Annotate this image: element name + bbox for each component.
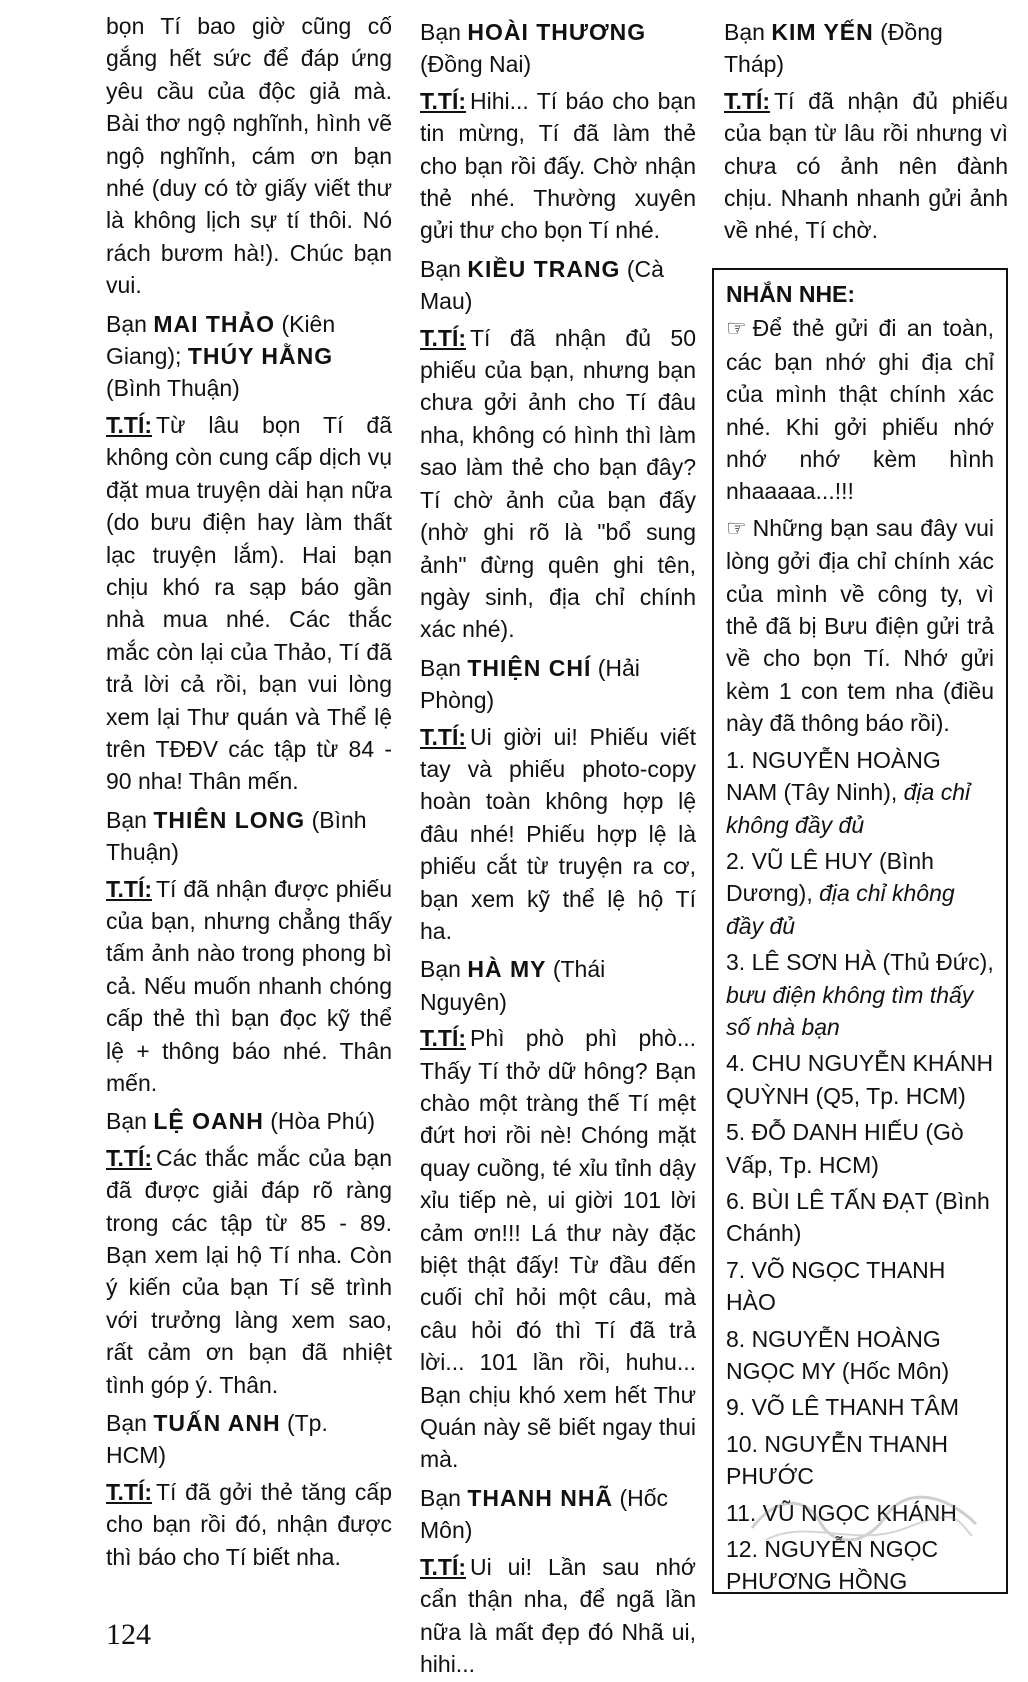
letter-heading xyxy=(106,1105,392,1137)
list-item-text: 5. ĐỖ DANH HIẾU (Gò Vấp, Tp. HCM) xyxy=(726,1119,964,1178)
reader-place: (Kiên Giang); xyxy=(106,310,336,370)
notice-note-1 xyxy=(726,312,994,507)
letter-heading xyxy=(420,652,696,717)
intro-paragraph: bọn Tí bao giờ cũng cố gắng hết sức để đáp ứng yêu cầu của độc giả mà. Bài thơ ngộ nghĩnh, hình vẽ ngộ nghĩnh, cám ơn bạn nhé (duy có tờ giấy viết thư là không lịch sự tí thôi. Nó rách bươm hà!). Chúc bạn vui. xyxy=(106,13,392,299)
letter-prefix: Bạn xyxy=(420,255,461,282)
reply-paragraph xyxy=(420,85,696,247)
reader-name: LỆ OANH xyxy=(153,1108,264,1135)
letter-thien-chi xyxy=(420,652,696,948)
reply-tag: T.TÍ: xyxy=(420,1553,466,1580)
list-item xyxy=(726,744,994,841)
letter-kieu-trang xyxy=(420,253,696,646)
list-item-text: 9. VÕ LÊ THANH TÂM xyxy=(726,1394,960,1421)
reply-paragraph xyxy=(420,1022,696,1476)
reader-name-2: THÚY HẰNG xyxy=(187,343,334,370)
reader-name: KIM YẾN xyxy=(771,19,874,45)
reply-paragraph xyxy=(724,85,1008,247)
reader-place: (Hốc Môn) xyxy=(420,1484,668,1544)
list-item xyxy=(726,1391,994,1423)
list-item xyxy=(726,845,994,942)
letter-thanh-nha xyxy=(420,1482,696,1680)
reply-tag: T.TÍ: xyxy=(420,87,466,114)
letter-heading xyxy=(106,1407,392,1472)
letter-prefix: Bạn xyxy=(420,1484,461,1511)
reply-text: Tí đã nhận đủ 50 phiếu của bạn, nhưng bạn chưa gởi ảnh cho Tí đâu nha, không có hình thì làm sao làm thẻ cho bạn đây? Tí chờ ảnh của bạn đấy (nhờ ghi rõ là "bổ sung ảnh" đừng quên ghi tên, ngày sinh, địa chỉ chính xác nhé). xyxy=(420,324,696,643)
letter-mai-thao xyxy=(106,308,392,798)
reply-text: Ui giời ui! Phiếu viết tay và phiếu photo-copy hoàn toàn không hợp lệ đâu nhé! Phiếu hợp lệ là phiếu cắt từ truyện ra cơ, bạn xem kỹ thể lệ hộ Tí ha. xyxy=(420,723,696,944)
reply-text: Các thắc mắc của bạn đã được giải đáp rõ ràng trong các tập từ 85 - 89. Bạn xem lại hộ Tí nha. Còn ý kiến của bạn Tí sẽ trình với trưởng làng xem sao, rất cảm ơn bạn đã nhiệt tình góp ý. Thân. xyxy=(106,1144,392,1398)
letter-le-oanh xyxy=(106,1105,392,1401)
list-item-text: 8. NGUYỄN HOÀNG NGỌC MY (Hốc Môn) xyxy=(726,1325,950,1384)
reader-place: (Hải Phòng) xyxy=(420,654,640,714)
reply-tag: T.TÍ: xyxy=(420,723,466,750)
list-item-text: 1. NGUYỄN HOÀNG NAM (Tây Ninh), xyxy=(726,746,941,806)
list-item-text: 10. NGUYỄN THANH PHƯỚC xyxy=(726,1430,948,1490)
letter-heading xyxy=(106,308,392,405)
list-item xyxy=(726,946,994,1043)
notice-note-2 xyxy=(726,512,994,740)
letter-tuan-anh xyxy=(106,1407,392,1573)
reader-place: (Tp. HCM) xyxy=(106,1410,328,1469)
letter-prefix: Bạn xyxy=(106,1108,147,1135)
list-item xyxy=(726,1185,994,1250)
list-item xyxy=(726,1323,994,1388)
reader-place: (Bình Thuận) xyxy=(106,806,367,866)
letter-prefix: Bạn xyxy=(106,1410,147,1437)
reader-place: (Hòa Phú) xyxy=(270,1108,376,1135)
letter-prefix: Bạn xyxy=(106,310,147,337)
returned-card-list xyxy=(726,744,994,1598)
letter-heading xyxy=(420,1482,696,1547)
reader-place: (Thái Nguyên) xyxy=(420,956,606,1015)
reader-name: THIỆN CHÍ xyxy=(467,654,592,681)
list-item-text: 7. VÕ NGỌC THANH HÀO xyxy=(726,1256,946,1316)
letter-heading xyxy=(420,16,696,81)
reader-name: KIỀU TRANG xyxy=(467,255,621,282)
letter-prefix: Bạn xyxy=(420,19,461,45)
reply-paragraph xyxy=(106,1476,392,1573)
reply-text: Tí đã nhận đủ phiếu của bạn từ lâu rồi nhưng vì chưa có ảnh nên đành chịu. Nhanh nhanh gửi ảnh về nhé, Tí chờ. xyxy=(724,87,1008,244)
letter-heading xyxy=(724,16,1008,81)
notice-note-text: Để thẻ gửi đi an toàn, các bạn nhớ ghi địa chỉ của mình thật chính xác nhé. Khi gởi phiếu nhớ nhớ nhớ kèm hình nhaaaaa...!!! xyxy=(726,315,994,505)
list-item-text: 3. LÊ SƠN HÀ (Thủ Đức), xyxy=(726,949,994,976)
pointing-hand-icon: ☞ xyxy=(726,515,747,542)
reply-text: Từ lâu bọn Tí đã không còn cung cấp dịch vụ đặt mua truyện dài hạn nữa (do bưu điện hay làm thất lạc truyện lắm). Hai bạn chịu khó ra sạp báo gần nhà mua nhé. Các thắc mắc còn lại của Thảo, Tí đã trả lời cả rồi, bạn vui lòng xem lại Thư quán và Thể lệ trên TĐĐV các tập từ 84 - 90 nha! Thân mến. xyxy=(106,411,392,795)
letter-thien-long xyxy=(106,804,392,1100)
reply-paragraph xyxy=(106,409,392,798)
reader-name: HOÀI THƯƠNG xyxy=(467,19,647,45)
reply-tag: T.TÍ: xyxy=(106,1478,152,1505)
page-number: 124 xyxy=(106,1618,151,1651)
list-item-note: bưu điện không tìm thấy số nhà bạn xyxy=(726,981,974,1040)
notice-note-text: Những bạn sau đây vui lòng gởi địa chỉ chính xác của mình về công ty, vì thẻ đã bị Bưu điện gửi trả về cho bọn Tí. Nhớ gửi kèm 1 con tem nha (điều này đã thông báo rồi). xyxy=(726,514,994,737)
reader-name: THIÊN LONG xyxy=(153,806,306,833)
list-item xyxy=(726,1428,994,1493)
reader-place: (Đồng Tháp) xyxy=(724,19,943,78)
list-item xyxy=(726,1116,994,1181)
list-item xyxy=(726,1047,994,1112)
reply-tag: T.TÍ: xyxy=(420,1025,466,1052)
reader-place: (Cà Mau) xyxy=(420,255,664,315)
reader-place-2: (Bình Thuận) xyxy=(106,375,240,402)
list-item-note: địa chỉ không đầy đủ xyxy=(726,779,971,838)
letter-prefix: Bạn xyxy=(724,19,765,45)
letter-prefix: Bạn xyxy=(420,654,461,681)
letter-kim-yen xyxy=(724,16,1008,247)
column-2 xyxy=(420,10,696,1682)
reply-text: Hihi... Tí báo cho bạn tin mừng, Tí đã làm thẻ cho bạn rồi đấy. Chờ nhận thẻ nhé. Thường xuyên gửi thư cho bọn Tí nhé. xyxy=(420,87,696,244)
list-item-text: 11. VŨ NGỌC KHÁNH xyxy=(726,1499,957,1526)
letter-prefix: Bạn xyxy=(106,806,147,833)
reply-paragraph xyxy=(420,721,696,948)
list-item-note: địa chỉ không đầy đủ xyxy=(726,880,955,939)
reply-paragraph xyxy=(420,322,696,646)
list-item xyxy=(726,1254,994,1319)
notice-box xyxy=(712,268,1008,1594)
letter-hoai-thuong xyxy=(420,16,696,247)
letter-ha-my xyxy=(420,953,696,1476)
reply-text: Tí đã nhận được phiếu của bạn, nhưng chẳng thấy tấm ảnh nào trong phong bì cả. Nếu muốn nhanh chóng cấp thẻ thì bạn đọc kỹ thể lệ + thông báo nhé. Thân mến. xyxy=(106,875,392,1096)
letter-prefix: Bạn xyxy=(420,956,461,983)
reply-text: Ui ui! Lần sau nhớ cẩn thận nha, để ngã lần nữa là mất đẹp đó Nhã ui, hihi... xyxy=(420,1553,696,1677)
list-item-text: 2. VŨ LÊ HUY (Bình Dương), xyxy=(726,847,934,907)
pointing-hand-icon: ☞ xyxy=(726,316,747,343)
reply-paragraph xyxy=(106,1142,392,1401)
reply-tag: T.TÍ: xyxy=(106,875,152,902)
list-item-text: 4. CHU NGUYỄN KHÁNH QUỲNH (Q5, Tp. HCM) xyxy=(726,1050,994,1109)
reader-place: (Đồng Nai) xyxy=(420,51,532,78)
letter-heading xyxy=(106,804,392,869)
letter-heading xyxy=(420,953,696,1018)
reply-tag: T.TÍ: xyxy=(106,411,152,438)
column-1 xyxy=(106,10,392,1575)
reader-name: THANH NHÃ xyxy=(467,1484,614,1511)
reply-text: Phì phò phì phò... Thấy Tí thở dữ hông? Bạn chào một tràng thế Tí mệt đứt hơi rồi nè! Chóng mặt quay cuồng, té xỉu tỉnh dậy xỉu tiếp nè, ui giời 101 lời cảm ơn!!! Lá thư này đặc biệt thật đấy! Từ đầu đến cuối chỉ hỏi một câu, mà câu hỏi đó thì Tí đã trả lời... 101 lần rồi, huhu... Bạn chịu khó xem hết Thư Quán này sẽ biết ngay thui mà. xyxy=(420,1025,696,1473)
list-item-text: 12. NGUYỄN NGỌC PHƯƠNG HỒNG xyxy=(726,1536,939,1595)
column-3 xyxy=(724,10,1008,249)
list-item-text: 6. BÙI LÊ TẤN ĐẠT (Bình Chánh) xyxy=(726,1187,990,1247)
reader-name: MAI THẢO xyxy=(153,310,276,337)
reply-text: Tí đã gởi thẻ tăng cấp cho bạn rồi đó, nhận được thì báo cho Tí biết nha. xyxy=(106,1478,392,1570)
reader-name: HÀ MY xyxy=(467,956,547,983)
notice-title: NHẮN NHE: xyxy=(726,281,856,307)
reply-tag: T.TÍ: xyxy=(106,1144,152,1171)
letter-heading xyxy=(420,253,696,318)
scanlation-watermark-logo xyxy=(746,1488,982,1552)
reply-tag: T.TÍ: xyxy=(420,324,466,351)
reply-paragraph xyxy=(106,873,392,1100)
reader-name: TUẤN ANH xyxy=(153,1410,281,1437)
reply-paragraph xyxy=(420,1551,696,1681)
reply-tag: T.TÍ: xyxy=(724,87,770,114)
